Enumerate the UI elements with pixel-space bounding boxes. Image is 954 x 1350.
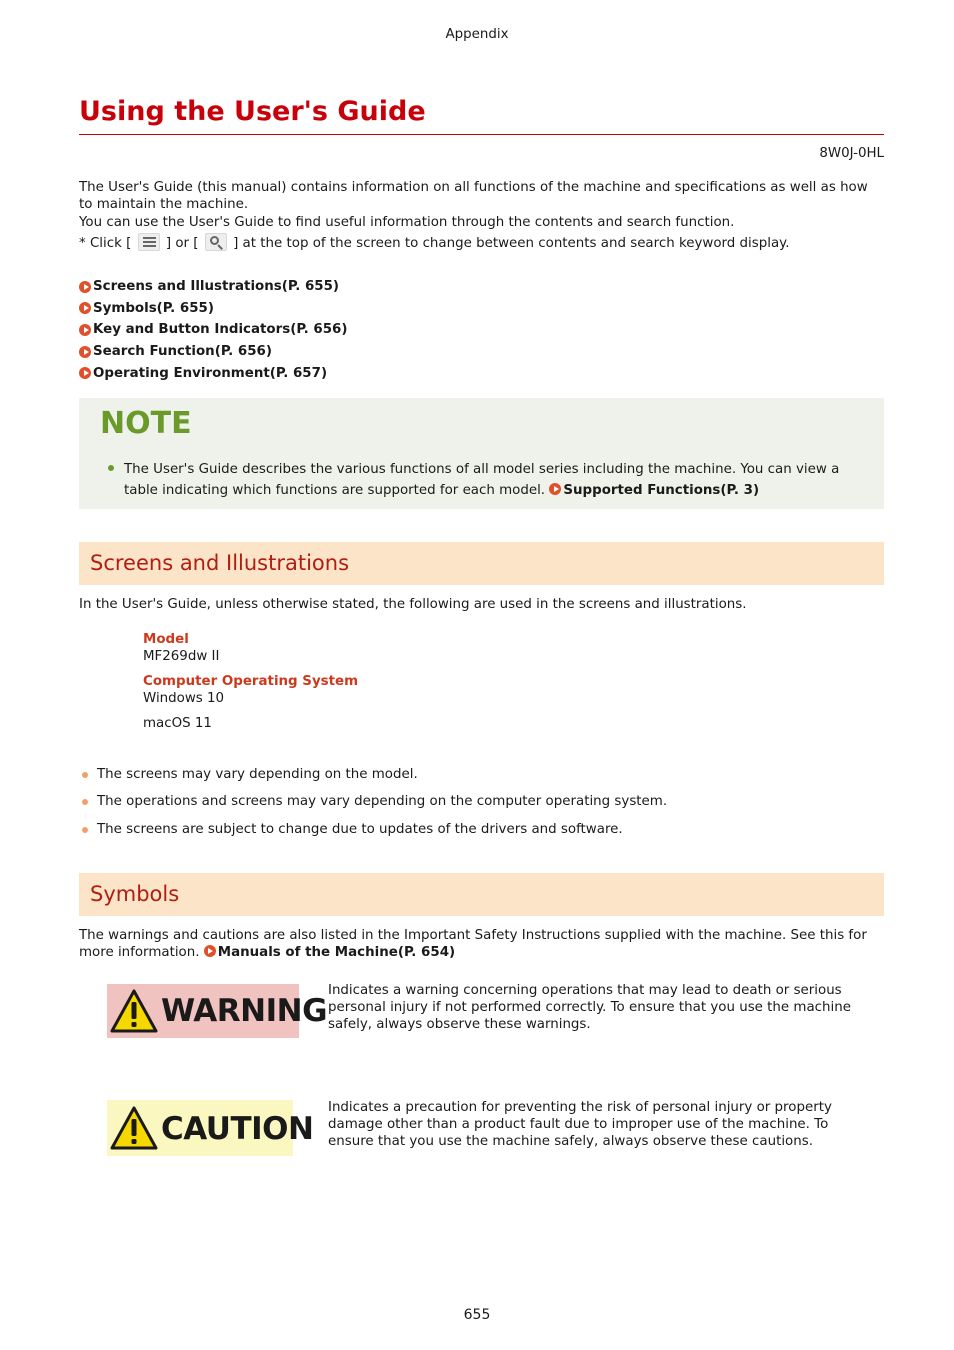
warning-word: WARNING (161, 993, 328, 1029)
click-mid: ] or [ (165, 236, 199, 251)
caution-sign (107, 1100, 314, 1156)
toc-link-environment[interactable] (79, 362, 348, 384)
arrow-circle-icon (79, 302, 91, 314)
running-header: Appendix (445, 27, 509, 42)
menu-list-icon (138, 233, 160, 251)
magnifier-icon (205, 233, 227, 251)
link-label: Supported Functions(P. 3) (563, 483, 760, 498)
section-heading-symbols: Symbols (90, 882, 180, 906)
toc-link-label: Symbols(P. 655) (93, 300, 214, 316)
symbols-intro-line-2-row (79, 944, 884, 961)
screens-bullet-2: The operations and screens may vary depending on the computer operating system. (97, 794, 668, 809)
toc-links (79, 276, 348, 384)
toc-link-screens[interactable] (79, 276, 348, 298)
manuals-link[interactable] (204, 945, 455, 960)
symbols-intro-line-2: more information. (79, 945, 200, 960)
note-text (124, 459, 864, 501)
model-value: MF269dw II (143, 649, 220, 664)
toc-link-label: Screens and Illustrations(P. 655) (93, 279, 340, 295)
symbols-intro-line-1: The warnings and cautions are also listed in the Important Safety Instructions supplied with the machine. See this for (79, 928, 867, 943)
warning-line-1: Indicates a warning concerning operations that may lead to death or serious (328, 983, 842, 998)
arrow-circle-icon (204, 945, 216, 957)
bullet-dot (82, 827, 88, 833)
section-heading-screens: Screens and Illustrations (90, 551, 350, 575)
bullet-dot (82, 772, 88, 778)
note-title: NOTE (100, 406, 192, 441)
toc-link-label: Search Function(P. 656) (93, 344, 272, 360)
arrow-circle-icon (549, 483, 561, 495)
note-line-2-row (124, 480, 864, 501)
screens-intro: In the User's Guide, unless otherwise stated, the following are used in the screens and illustrations. (79, 597, 747, 612)
intro-click-hint (79, 233, 884, 252)
arrow-circle-icon (79, 281, 91, 293)
supported-functions-link[interactable] (549, 483, 759, 498)
arrow-circle-icon (79, 367, 91, 379)
section-bar-symbols (79, 873, 884, 916)
click-prefix: * Click [ (79, 236, 132, 251)
toc-link-label: Operating Environment(P. 657) (93, 365, 328, 381)
arrow-circle-icon (79, 346, 91, 358)
intro-line-2: to maintain the machine. (79, 197, 249, 212)
caution-line-3: ensure that you use the machine safely, always observe these cautions. (328, 1134, 813, 1149)
warning-triangle-icon (110, 988, 158, 1034)
screens-bullet-1: The screens may vary depending on the model. (97, 767, 418, 782)
caution-triangle-icon (110, 1105, 158, 1151)
arrow-circle-icon (79, 324, 91, 336)
note-line-2: table indicating which functions are supported for each model. (124, 483, 546, 498)
toc-link-key-button[interactable] (79, 319, 348, 341)
intro-line-1: The User's Guide (this manual) contains information on all functions of the machine and specifications as well as how (79, 180, 868, 195)
toc-link-label: Key and Button Indicators(P. 656) (93, 322, 348, 338)
caution-line-1: Indicates a precaution for preventing the risk of personal injury or property (328, 1100, 832, 1115)
caution-word: CAUTION (161, 1111, 314, 1147)
title-divider (79, 134, 884, 135)
caution-line-2: damage other than a product fault due to improper use of the machine. To (328, 1117, 829, 1132)
document-id: 8W0J-0HL (819, 146, 884, 161)
page-number: 655 (463, 1307, 491, 1323)
link-label: Manuals of the Machine(P. 654) (217, 945, 456, 960)
os-label: Computer Operating System (143, 674, 359, 689)
toc-link-symbols[interactable] (79, 298, 348, 320)
note-line-1: The User's Guide describes the various functions of all model series including the machine. You can view a (124, 462, 840, 477)
warning-sign (107, 984, 328, 1038)
page-title: Using the User's Guide (79, 96, 426, 127)
click-suffix: ] at the top of the screen to change between contents and search keyword display. (233, 236, 790, 251)
warning-line-2: personal injury if not performed correctly. To ensure that you use the machine (328, 1000, 851, 1015)
intro-line-3: You can use the User's Guide to find useful information through the contents and search function. (79, 215, 735, 230)
screens-bullet-3: The screens are subject to change due to updates of the drivers and software. (97, 822, 623, 837)
warning-description (328, 982, 868, 1033)
os-value-windows: Windows 10 (143, 691, 225, 706)
warning-line-3: safely, always observe these warnings. (328, 1017, 591, 1032)
model-label: Model (143, 632, 189, 647)
note-bullet (108, 465, 114, 471)
os-value-macos: macOS 11 (143, 716, 212, 731)
bullet-dot (82, 799, 88, 805)
toc-link-search[interactable] (79, 341, 348, 363)
caution-description (328, 1099, 868, 1150)
